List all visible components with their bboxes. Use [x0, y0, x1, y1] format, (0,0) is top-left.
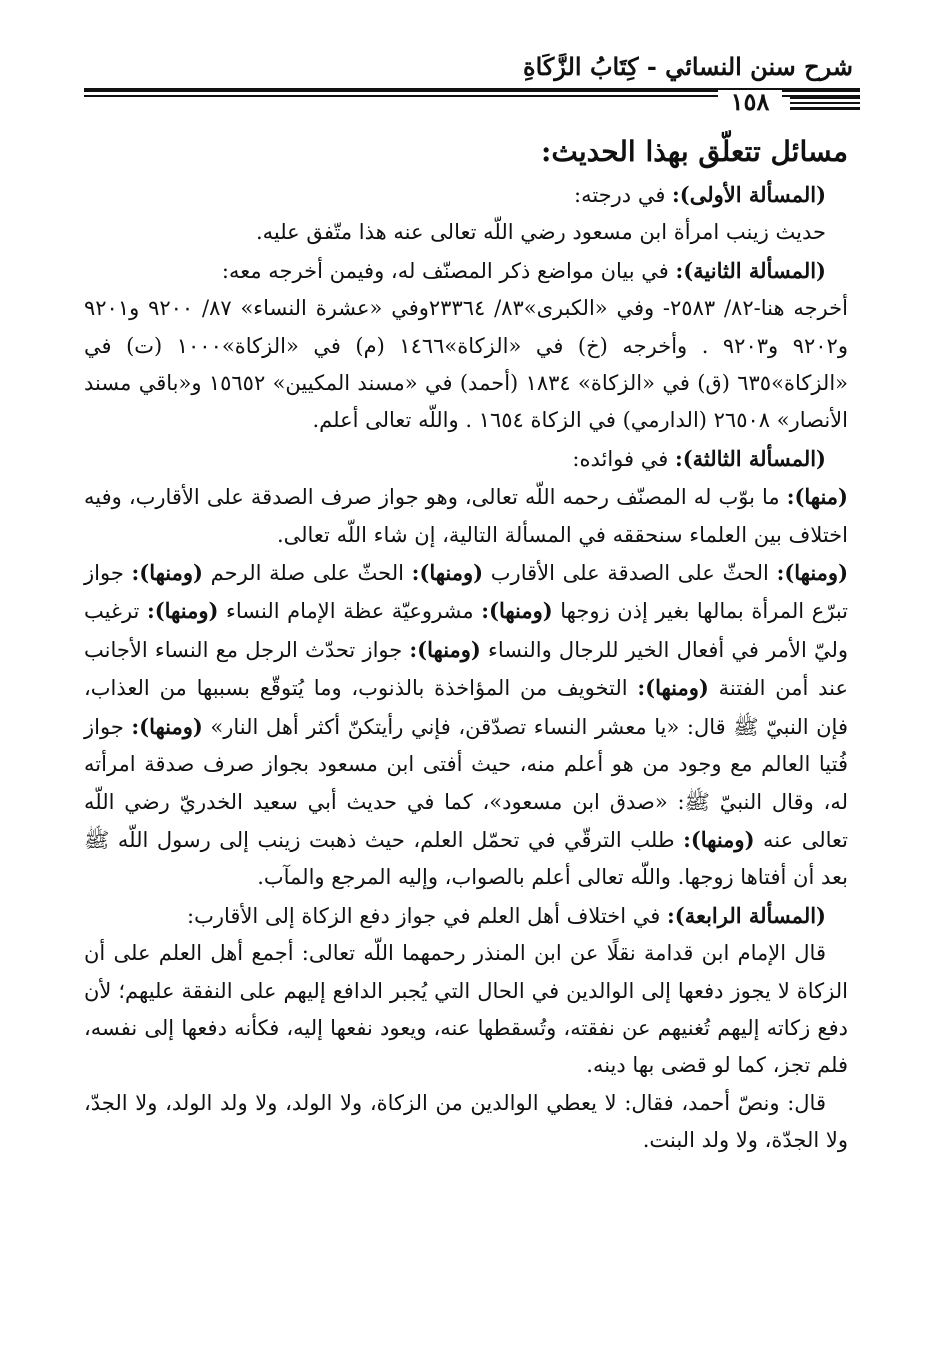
masala-label: (المسألة الرابعة): [667, 902, 826, 928]
running-title: شرح سنن النسائي - كِتَابُ الزَّكَاةِ [523, 52, 853, 81]
page-number-row [0, 87, 941, 116]
page-number-ornament [790, 96, 860, 110]
masala-4-heading [84, 897, 848, 935]
masala-label: (المسألة الثانية): [675, 257, 826, 283]
faida-label: (ومنها): [637, 675, 709, 701]
faida-text: جواز فُتيا العالم مع وجود من هو أعلم منه، حيث أفتى ابن مسعود بجواز صرف صدقة امرأته له، وقال النبيّ ﷺ: «صدق ابن مسعود»، كما في حديث أبي سعيد الخدريّ رضي اللّه تعالى عنه [84, 714, 849, 852]
masala-2-heading [84, 252, 848, 290]
masala-1-text: حديث زينب امرأة ابن مسعود رضي اللّه تعالى عنه هذا متّفق عليه. [255, 220, 826, 245]
faida-paragraph [84, 554, 848, 897]
faida-text: ما بوّب له المصنّف رحمه اللّه تعالى، وهو جواز صرف الصدقة على الأقارب، وفيه اختلاف بين العلماء سنحققه في المسألة التالية، إن شاء اللّه تعالى. [84, 485, 848, 547]
masala-4-paragraph-1: قال الإمام ابن قدامة نقلًا عن ابن المنذر رحمهما اللّه تعالى: أجمع أهل العلم على أن الزكاة لا يجوز دفعها إلى الوالدين في الحال التي يُجبر الدافع إليهم على النفقة عليهم؛ لأن دفع زكاته إليهم تُغنيهم عن نفقته، وتُسقطها عنه، ويعود نفعها إليه، فكأنه دفعها إلى نفسه، فلم تجز، كما لو قضى بها دينه. [84, 941, 848, 1078]
masala-label: (المسألة الثالثة): [674, 445, 826, 471]
masala-topic: في اختلاف أهل العلم في جواز دفع الزكاة إلى الأقارب: [187, 903, 667, 928]
masala-topic: في درجته: [574, 183, 673, 207]
faida-text: الحثّ على صلة الرحم [202, 561, 412, 586]
faida-label: (منها): [786, 484, 848, 510]
masala-1-heading [84, 176, 848, 214]
faida-text: التخويف من المؤاخذة بالذنوب، وما يُتوقّع بسببها من العذاب، فإن النبيّ ﷺ قال: «يا معشر النساء تصدّقن، فإني رأيتكنّ أكثر أهل النار» [84, 676, 848, 739]
faida-text: ترغيب وليّ الأمر في أفعال الخير للرجال والنساء [84, 599, 848, 662]
faida-text: مشروعيّة عظة الإمام النساء [218, 599, 482, 624]
masala-topic: في فوائده: [572, 446, 675, 471]
faida-text: جواز تبرّع المرأة بمالها بغير إذن زوجها [84, 561, 849, 624]
section-title: مسائل تتعلّق بهذا الحديث: [540, 135, 848, 168]
faida-label: (ومنها): [131, 560, 203, 586]
faida-text: الحثّ على الصدقة على الأقارب [483, 561, 777, 586]
faida-label: (ومنها): [411, 560, 484, 586]
faida-text: جواز تحدّث الرجل مع النساء الأجانب عند أمن الفتنة [84, 637, 848, 701]
faida-label: (ومنها): [683, 826, 755, 852]
faida-label: (ومنها): [481, 598, 553, 624]
faida-label: (ومنها): [409, 636, 481, 662]
masala-topic: في بيان مواضع ذكر المصنّف له، وفيمن أخرجه معه: [221, 258, 676, 283]
faida-paragraph [84, 478, 848, 554]
page-number: ١٥٨ [718, 90, 782, 114]
faida-label: (ومنها): [146, 598, 219, 624]
faida-text: طلب الترقّي في تحمّل العلم، حيث ذهبت زينب إلى رسول اللّه ﷺ بعد أن أفتاها زوجها. واللّه تعالى أعلم بالصواب، وإليه المرجع والمآب. [84, 827, 848, 890]
masala-2-text: أخرجه هنا-٨٢/ ٢٥٨٣- وفي «الكبرى»٨٣/ ٢٣٣٦٤وفي «عشرة النساء» ٨٧/ ٩٢٠٠ و٩٢٠١ و٩٢٠٢ و٩٢٠٣ . وأخرجه (خ) في «الزكاة»١٤٦٦ (م) في «الزكاة»١٠٠٠ (ت) في «الزكاة»٦٣٥ (ق) في «الزكاة» ١٨٣٤ (أحمد) في «مسند المكيين» ١٥٦٥٢ و«باقي مسند الأنصار» ٢٦٥٠٨ (الدارمي) في الزكاة ١٦٥٤ . واللّه تعالى أعلم. [84, 296, 849, 433]
masala-4-paragraph-2: قال: ونصّ أحمد، فقال: لا يعطي الوالدين من الزكاة، ولا الولد، ولا ولد الولد، ولا الجدّ، ولا الجدّة، ولا ولد البنت. [84, 1090, 848, 1153]
main-text [84, 130, 848, 1160]
masala-3-heading [84, 440, 848, 478]
faida-label: (ومنها): [131, 713, 203, 739]
faida-label: (ومنها): [776, 560, 849, 586]
masala-label: (المسألة الأولى): [672, 182, 826, 207]
